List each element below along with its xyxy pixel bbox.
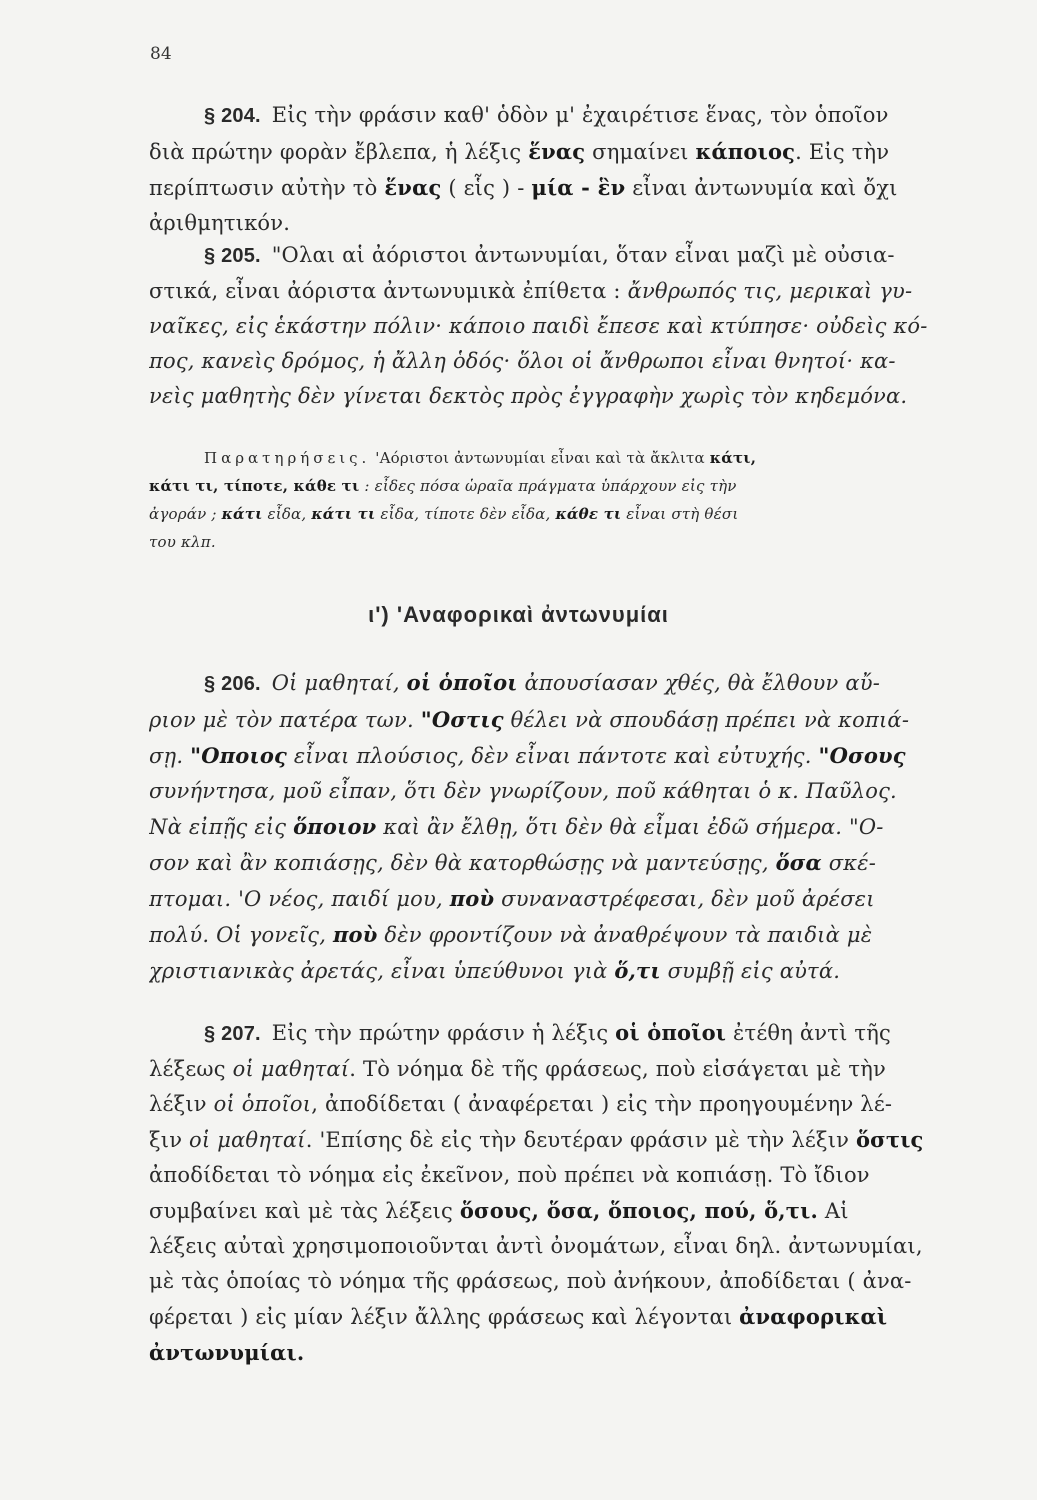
- paragraph-206: [149, 665, 1004, 989]
- bold-term: ποὺ: [332, 922, 378, 947]
- text-run: λέξεως: [149, 1057, 233, 1081]
- text-line: [149, 845, 1004, 881]
- italic-example: καὶ ἂν ἔλθῃ, ὅτι δὲν θὰ εἶμαι ἐδῶ σήμερα. "Ο-: [376, 815, 884, 839]
- text-run: ἐτέθη ἀντὶ τῆς: [726, 1021, 891, 1045]
- text-line: [149, 472, 1004, 500]
- bold-term: κάθε τι: [555, 505, 622, 523]
- text-run: εἶδα,: [262, 505, 312, 523]
- text-run: Εἰς τὴν φράσιν καθ' ὁδὸν μ' ἐχαιρέτισε ἕνας, τὸν ὁποῖον: [264, 103, 889, 127]
- bold-term: μία - ἓν: [531, 175, 626, 200]
- text-run: δὲν εἶδα,: [474, 505, 556, 523]
- text-run: , ἀποδίδεται ( ἀναφέρεται ) εἰς τὴν προηγουμένην λέ-: [311, 1092, 893, 1116]
- bold-term: κάτι: [221, 505, 263, 523]
- text-run: . Εἰς τὴν: [795, 140, 890, 164]
- text-run: εἶναι ἀντωνυμία καὶ ὄχι: [625, 176, 898, 200]
- text-line: συνήντησα, μοῦ εἶπαν, ὅτι δὲν γνωρίζουν, ποῦ κάθηται ὁ κ. Παῦλος.: [149, 779, 897, 803]
- text-run: φέρεται ) εἰς μίαν λέξιν ἄλλης φράσεως καὶ λέγονται: [149, 1305, 740, 1329]
- text-line: [149, 881, 1004, 917]
- note-label: Παρατηρήσεις.: [204, 449, 371, 467]
- bold-term: οἱ ὁποῖοι: [406, 670, 518, 695]
- italic-example: οἱ μαθηταί: [189, 1128, 306, 1152]
- italic-example: Νὰ εἰπῇς εἰς: [149, 815, 294, 839]
- italic-example: πτομαι. 'Ο νέος, παιδί μου,: [149, 887, 450, 911]
- text-line: [149, 917, 1004, 953]
- text-run: εἶναι στὴ θέσι: [621, 505, 739, 523]
- text-run: εἶδα,: [375, 505, 425, 523]
- bold-term: "Οστις: [420, 707, 504, 732]
- text-line: [149, 274, 1004, 309]
- text-line: πος, κανεὶς δρόμος, ἡ ἄλλη ὁδός· ὅλοι οἱ ἄνθρωποι εἶναι θνητοί· κα-: [149, 349, 896, 373]
- text-line: λέξεις αὐταὶ χρησιμοποιοῦνται ἀντὶ ὀνομάτων, εἶναι δηλ. ἀντωνυμίαι,: [149, 1234, 923, 1258]
- bold-term: οἱ ὁποῖοι: [615, 1020, 727, 1045]
- italic-example: : εἶδες πόσα ὡραῖα πράγματα ὑπάρχουν εἰς τὴν: [359, 477, 737, 495]
- text-line: [149, 738, 1004, 774]
- text-run: συμβαίνει καὶ μὲ τὰς λέξεις: [149, 1199, 460, 1223]
- text-line: [149, 702, 1004, 738]
- text-run: τίποτε: [424, 505, 475, 523]
- text-line: μὲ τὰς ὁποίας τὸ νόημα τῆς φράσεως, ποὺ ἀνήκουν, ἀποδίδεται ( ἀνα-: [149, 1269, 912, 1293]
- section-heading: ι') 'Αναφορικαὶ ἀντωνυμίαι: [368, 602, 669, 627]
- section-number: § 204.: [204, 105, 261, 127]
- italic-example: θέλει νὰ σπουδάσῃ πρέπει νὰ κοπιά-: [503, 708, 910, 732]
- page-number: 84: [150, 44, 172, 64]
- text-line: ἀριθμητικόν.: [149, 211, 291, 235]
- text-line: [149, 134, 1004, 170]
- paragraph-204: [149, 98, 1004, 241]
- text-run: 'Αόριστοι ἀντωνυμίαι εἶναι καὶ τὰ ἄκλιτα: [370, 449, 710, 467]
- text-line: [149, 1087, 1004, 1122]
- italic-example: εἶναι πλούσιος, δὲν εἶναι πάντοτε καὶ εὐτυχής.: [287, 744, 819, 768]
- paragraph-205: [149, 238, 1004, 414]
- text-run: περίπτωσιν αὐτὴν τὸ: [149, 176, 385, 200]
- text-line: [149, 953, 1004, 989]
- italic-example: σῃ.: [149, 744, 191, 768]
- italic-example: χριστιανικὰς ἀρετάς, εἶναι ὑπεύθυνοι γιὰ: [149, 959, 615, 983]
- text-line: νεὶς μαθητὴς δὲν γίνεται δεκτὸς πρὸς ἐγγραφὴν χωρὶς τὸν κηδεμόνα.: [149, 384, 908, 408]
- bold-term: κάτι τι: [311, 505, 376, 523]
- text-run: . Τὸ νόημα δὲ τῆς φράσεως, ποὺ εἰσάγεται μὲ τὴν: [349, 1057, 886, 1081]
- italic-example: σον καὶ ἂν κοπιάσῃς, δὲν θὰ κατορθώσῃς νὰ μαντεύσῃς,: [149, 851, 776, 875]
- italic-example: ἀπουσίασαν χθές, θὰ ἔλθουν αὔ-: [517, 671, 880, 695]
- italic-example: πολύ. Οἱ γονεῖς,: [149, 923, 333, 947]
- italic-example: δὲν φροντίζουν νὰ ἀναθρέψουν τὰ παιδιὰ μὲ: [377, 923, 873, 947]
- text-line: [149, 500, 1004, 528]
- text-run: ξιν: [149, 1128, 190, 1152]
- bold-term: κάτι τι, τίποτε, κάθε τι: [149, 477, 360, 495]
- italic-example: ριον μὲ τὸν πατέρα των.: [149, 708, 421, 732]
- text-run: ( εἷς ) -: [441, 176, 532, 200]
- bold-term: ὅ,τι: [614, 958, 661, 983]
- bold-term: ποὺ: [449, 886, 495, 911]
- bold-term: ἕνας: [528, 139, 586, 164]
- text-line: [149, 1193, 1004, 1229]
- text-line: [149, 98, 1004, 134]
- text-run: Αἱ: [818, 1199, 849, 1223]
- text-line: [149, 1299, 1004, 1335]
- bold-term: "Οποιος: [190, 743, 288, 768]
- text-line: [149, 809, 1004, 845]
- italic-example: συναναστρέφεσαι, δὲν μοῦ ἀρέσει: [494, 887, 875, 911]
- remarks-note: [149, 444, 1004, 556]
- italic-example: Οἱ μαθηταί,: [264, 671, 407, 695]
- text-line: ἀντωνυμίαι.: [149, 1340, 305, 1365]
- italic-example: οἱ ὁποῖοι: [213, 1092, 312, 1116]
- text-line: [149, 170, 1004, 206]
- section-number: § 207.: [204, 1023, 261, 1045]
- text-run: σημαίνει: [585, 140, 696, 164]
- text-run: διὰ πρώτην φορὰν ἔβλεπα, ἡ λέξις: [149, 140, 529, 164]
- paragraph-207: [149, 1015, 1004, 1370]
- text-run: ἀγοράν ;: [149, 505, 222, 523]
- italic-example: ἄνθρωπός τις, μερικαὶ γυ-: [627, 279, 913, 303]
- text-line: του κλπ.: [149, 533, 216, 551]
- bold-term: κάτι,: [709, 449, 757, 467]
- italic-example: σκέ-: [821, 851, 877, 875]
- text-line: [149, 1122, 1004, 1158]
- bold-term: "Οσους: [818, 743, 906, 768]
- text-line: [149, 1052, 1004, 1087]
- bold-term: ἕνας: [384, 175, 442, 200]
- text-run: "Ολαι αἱ ἀόριστοι ἀντωνυμίαι, ὅταν εἶναι μαζὶ μὲ οὐσια-: [264, 243, 895, 267]
- text-run: Εἰς τὴν πρώτην φράσιν ἡ λέξις: [264, 1021, 616, 1045]
- bold-term: ὅσους, ὅσα, ὅποιος, πού, ὅ,τι.: [459, 1198, 819, 1223]
- text-line: ναῖκες, εἰς ἑκάστην πόλιν· κάποιο παιδὶ ἔπεσε καὶ κτύπησε· οὐδεὶς κό-: [149, 314, 928, 338]
- text-line: [149, 238, 1004, 274]
- text-line: ἀποδίδεται τὸ νόημα εἰς ἐκεῖνον, ποὺ πρέπει νὰ κοπιάσῃ. Τὸ ἴδιον: [149, 1163, 870, 1187]
- bold-term: ὅστις: [855, 1127, 924, 1152]
- text-run: λέξιν: [149, 1092, 214, 1116]
- bold-term: ὅσα: [775, 850, 822, 875]
- italic-example: οἱ μαθηταί: [232, 1057, 350, 1081]
- section-number: § 205.: [204, 245, 261, 267]
- text-run: στικά, εἶναι ἀόριστα ἀντωνυμικὰ ἐπίθετα :: [149, 279, 628, 303]
- section-number: § 206.: [204, 673, 261, 695]
- text-line: [149, 1015, 1004, 1052]
- text-run: . 'Επίσης δὲ εἰς τὴν δευτέραν φράσιν μὲ τὴν λέξιν: [305, 1128, 856, 1152]
- bold-term: ἀναφορικαὶ: [739, 1304, 888, 1329]
- text-line: [149, 665, 1004, 702]
- bold-term: ὅποιον: [293, 814, 377, 839]
- text-line: [149, 444, 1004, 472]
- bold-term: κάποιος: [695, 139, 796, 164]
- italic-example: συμβῇ εἰς αὐτά.: [660, 959, 841, 983]
